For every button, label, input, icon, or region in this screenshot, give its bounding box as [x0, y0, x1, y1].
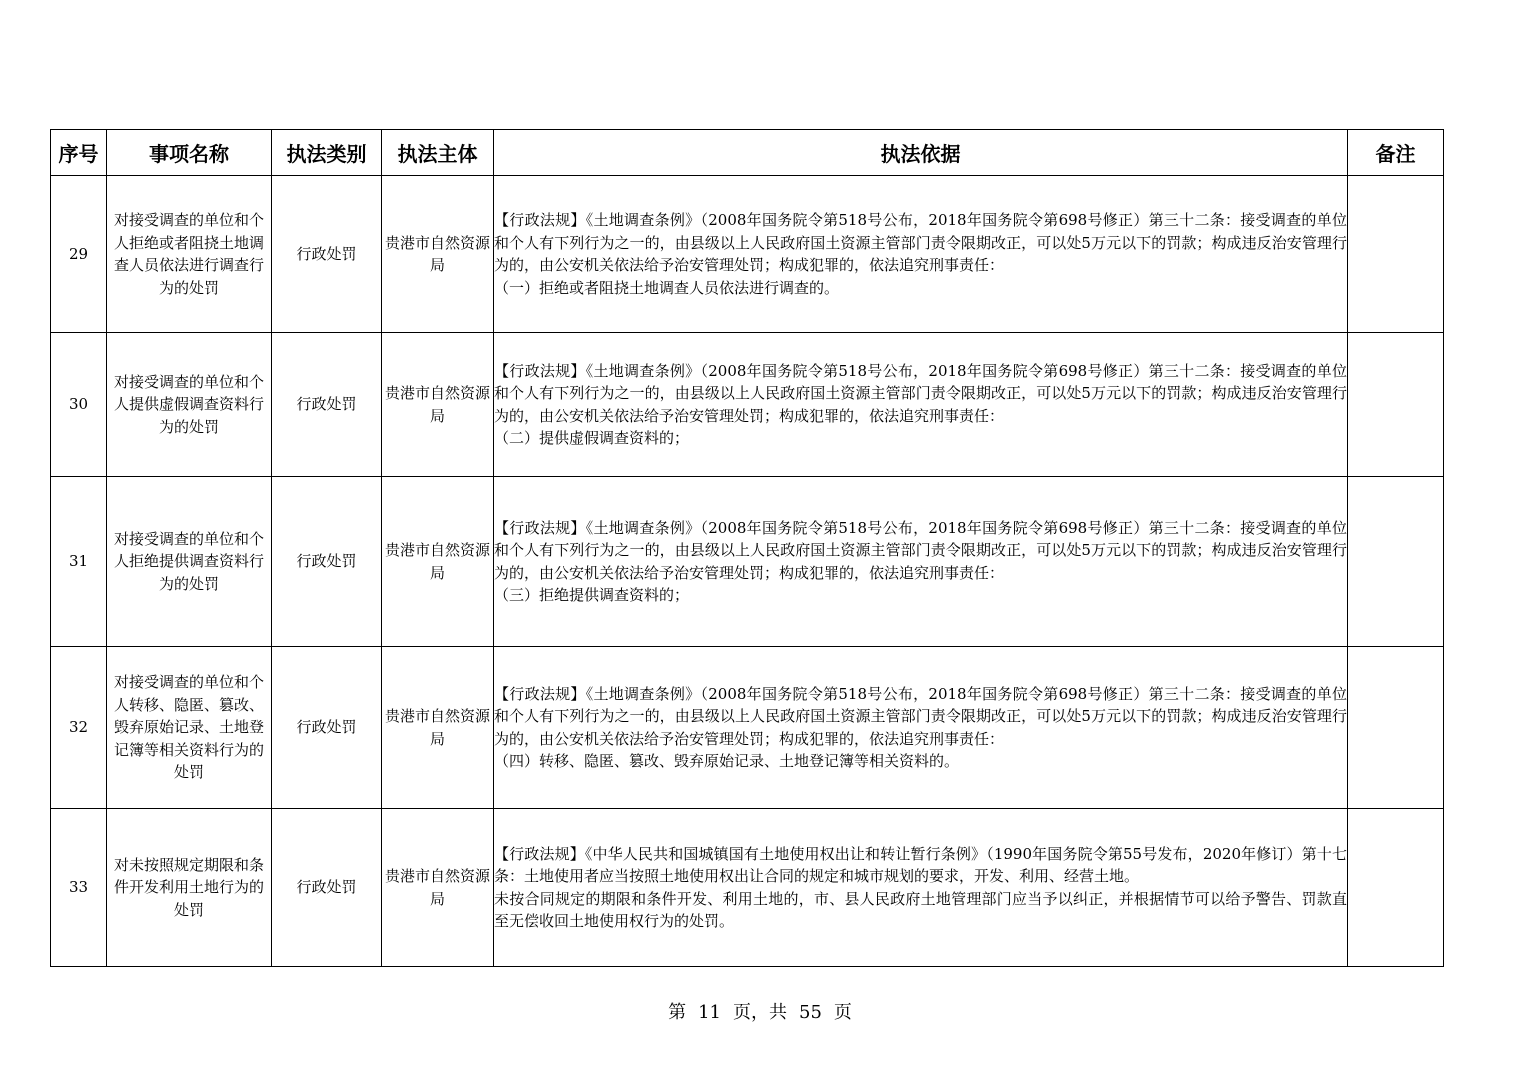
row-basis — [494, 333, 1348, 477]
basis-main: 【行政法规】《土地调查条例》（2008年国务院令第518号公布，2018年国务院令第698号修正）第三十二条：接受调查的单位和个人有下列行为之一的，由县级以上人民政府国土资源主管部门责令限期改正，可以处5万元以下的罚款；构成违反治安管理行为的，由公安机关依法给予治安管理处罚；构成犯罪的，依法追究刑事责任： — [494, 211, 1347, 274]
footer-total-pages: 55 — [799, 1002, 822, 1023]
row-subject: 贵港市自然资源局 — [382, 333, 494, 477]
row-basis — [494, 809, 1348, 967]
row-category: 行政处罚 — [272, 333, 382, 477]
row-no: 33 — [51, 809, 107, 967]
basis-main: 【行政法规】《土地调查条例》（2008年国务院令第518号公布，2018年国务院令第698号修正）第三十二条：接受调查的单位和个人有下列行为之一的，由县级以上人民政府国土资源主管部门责令限期改正，可以处5万元以下的罚款；构成违反治安管理行为的，由公安机关依法给予治安管理处罚；构成犯罪的，依法追究刑事责任： — [494, 361, 1347, 425]
row-remark — [1348, 176, 1444, 333]
basis-item: （二）提供虚假调查资料的； — [494, 429, 690, 447]
basis-item: （一）拒绝或者阻挠土地调查人员依法进行调查的。 — [494, 278, 840, 297]
row-category: 行政处罚 — [272, 176, 382, 333]
row-basis — [494, 477, 1348, 647]
row-basis — [494, 176, 1348, 333]
row-subject: 贵港市自然资源局 — [382, 809, 494, 967]
table-row — [51, 176, 1444, 333]
row-subject: 贵港市自然资源局 — [382, 176, 494, 333]
row-no: 29 — [51, 176, 107, 333]
footer-prefix: 第 — [668, 1002, 687, 1023]
table-row — [51, 477, 1444, 647]
row-name: 对未按照规定期限和条件开发利用土地行为的处罚 — [107, 809, 272, 967]
enforcement-table — [50, 129, 1444, 967]
footer-mid: 页，共 — [733, 1002, 787, 1023]
row-name: 对接受调查的单位和个人提供虚假调查资料行为的处罚 — [107, 333, 272, 477]
basis-item: （四）转移、隐匿、篡改、毁弃原始记录、土地登记簿等相关资料的。 — [494, 752, 960, 770]
header-no: 序号 — [51, 130, 107, 176]
row-remark — [1348, 809, 1444, 967]
row-subject: 贵港市自然资源局 — [382, 477, 494, 647]
basis-item: （三）拒绝提供调查资料的； — [494, 586, 690, 604]
row-remark — [1348, 477, 1444, 647]
table-header-row — [51, 130, 1444, 176]
row-category: 行政处罚 — [272, 647, 382, 809]
footer-page-number: 11 — [698, 1002, 721, 1023]
row-basis — [494, 647, 1348, 809]
table-row — [51, 809, 1444, 967]
row-no: 30 — [51, 333, 107, 477]
row-name: 对接受调查的单位和个人拒绝提供调查资料行为的处罚 — [107, 477, 272, 647]
header-subject: 执法主体 — [382, 130, 494, 176]
basis-main: 【行政法规】《土地调查条例》（2008年国务院令第518号公布，2018年国务院令第698号修正）第三十二条：接受调查的单位和个人有下列行为之一的，由县级以上人民政府国土资源主管部门责令限期改正，可以处5万元以下的罚款；构成违反治安管理行为的，由公安机关依法给予治安管理处罚；构成犯罪的，依法追究刑事责任： — [494, 684, 1347, 748]
row-name: 对接受调查的单位和个人拒绝或者阻挠土地调查人员依法进行调查行为的处罚 — [107, 176, 272, 333]
basis-item: 未按合同规定的期限和条件开发、利用土地的，市、县人民政府土地管理部门应当予以纠正，并根据情节可以给予警告、罚款直至无偿收回土地使用权行为的处罚。 — [494, 889, 1347, 930]
row-remark — [1348, 333, 1444, 477]
table-row — [51, 647, 1444, 809]
basis-main: 【行政法规】《土地调查条例》（2008年国务院令第518号公布，2018年国务院令第698号修正）第三十二条：接受调查的单位和个人有下列行为之一的，由县级以上人民政府国土资源主管部门责令限期改正，可以处5万元以下的罚款；构成违反治安管理行为的，由公安机关依法给予治安管理处罚；构成犯罪的，依法追究刑事责任： — [494, 518, 1347, 582]
header-name: 事项名称 — [107, 130, 272, 176]
row-category: 行政处罚 — [272, 809, 382, 967]
header-remark: 备注 — [1348, 130, 1444, 176]
row-no: 31 — [51, 477, 107, 647]
header-basis: 执法依据 — [494, 130, 1348, 176]
page-footer — [0, 998, 1520, 1024]
row-name: 对接受调查的单位和个人转移、隐匿、篡改、毁弃原始记录、土地登记簿等相关资料行为的处罚 — [107, 647, 272, 809]
row-subject: 贵港市自然资源局 — [382, 647, 494, 809]
row-no: 32 — [51, 647, 107, 809]
row-remark — [1348, 647, 1444, 809]
table-row — [51, 333, 1444, 477]
footer-suffix: 页 — [833, 1002, 852, 1023]
row-category: 行政处罚 — [272, 477, 382, 647]
basis-main: 【行政法规】《中华人民共和国城镇国有土地使用权出让和转让暂行条例》（1990年国务院令第55号发布，2020年修订）第十七条：土地使用者应当按照土地使用权出让合同的规定和城市规划的要求，开发、利用、经营土地。 — [494, 844, 1347, 885]
header-category: 执法类别 — [272, 130, 382, 176]
